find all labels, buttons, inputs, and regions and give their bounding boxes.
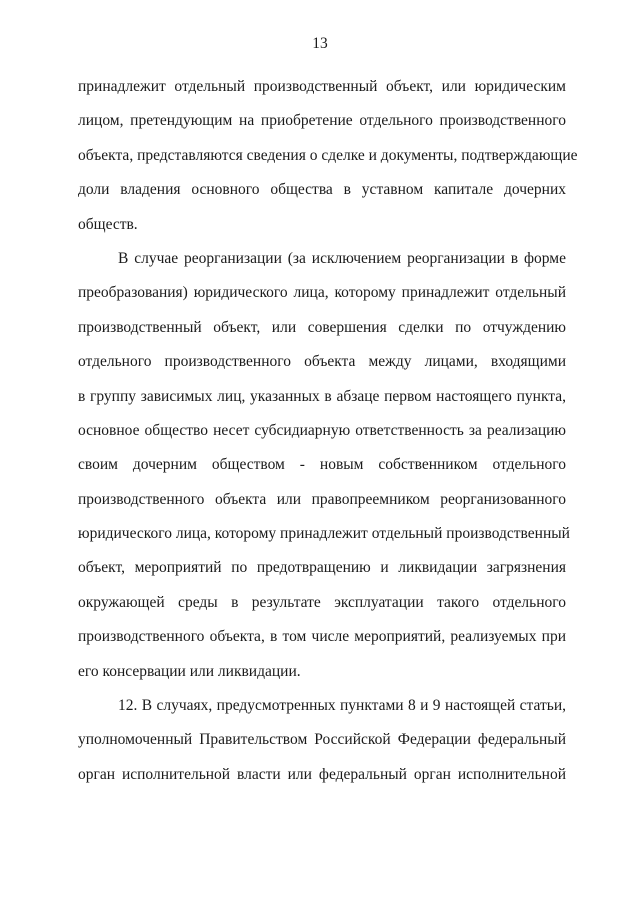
text-line: объекта, представляются сведения о сделке и документы, подтверждающие: [78, 146, 578, 164]
page-number: 13: [312, 35, 328, 52]
paragraph-1: [78, 70, 578, 242]
text-line: производственного объекта или правопреемником реорганизованного: [78, 490, 566, 508]
text-line: объект, мероприятий по предотвращению и ликвидации загрязнения: [78, 559, 566, 577]
text-line: доли владения основного общества в уставном капитале дочерних: [78, 181, 566, 199]
document-body: [78, 70, 578, 792]
text-line: в группу зависимых лиц, указанных в абзаце первом настоящего пункта,: [78, 387, 566, 405]
text-line: отдельного производственного объекта между лицами, входящими: [78, 353, 566, 371]
text-line: производственный объект, или совершения сделки по отчуждению: [78, 318, 566, 336]
text-line: обществ.: [78, 215, 138, 233]
text-line: 12. В случаях, предусмотренных пунктами 8 и 9 настоящей статьи,: [118, 697, 566, 715]
text-line: основное общество несет субсидиарную ответственность за реализацию: [78, 421, 566, 439]
paragraph-2: [78, 242, 570, 689]
text-line: преобразования) юридического лица, которому принадлежит отдельный: [78, 284, 566, 302]
text-line: его консервации или ликвидации.: [78, 662, 301, 680]
text-line: юридического лица, которому принадлежит отдельный производственный: [78, 525, 570, 543]
text-line: уполномоченный Правительством Российской Федерации федеральный: [78, 731, 566, 749]
paragraph-3: [78, 689, 566, 792]
text-line: лицом, претендующим на приобретение отдельного производственного: [78, 112, 566, 130]
text-line: окружающей среды в результате эксплуатации такого отдельного: [78, 593, 566, 611]
text-line: своим дочерним обществом - новым собственником отдельного: [78, 456, 566, 474]
text-line: орган исполнительной власти или федеральный орган исполнительной: [78, 765, 566, 783]
text-line: принадлежит отдельный производственный объект, или юридическим: [78, 78, 566, 95]
text-line: В случае реорганизации (за исключением реорганизации в форме: [118, 249, 566, 267]
text-line: производственного объекта, в том числе мероприятий, реализуемых при: [78, 628, 566, 646]
